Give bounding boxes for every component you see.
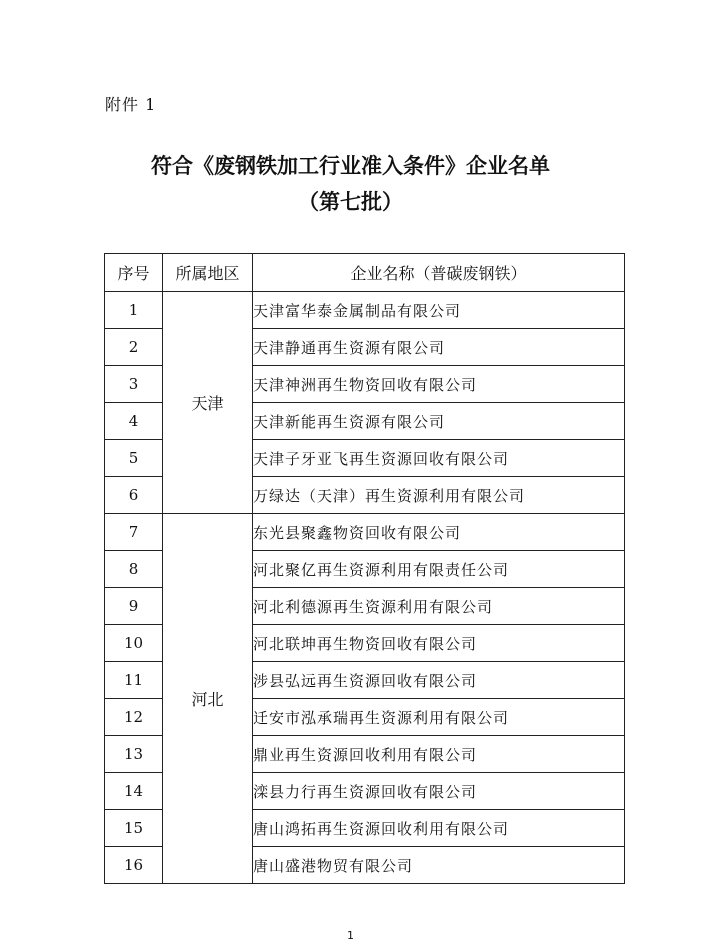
row-company: 唐山盛港物贸有限公司 <box>253 847 625 884</box>
header-company: 企业名称（普碳废钢铁） <box>253 254 625 292</box>
row-seq: 10 <box>105 625 163 662</box>
row-region: 天津 <box>163 292 253 514</box>
table-row <box>105 292 625 329</box>
row-seq: 4 <box>105 403 163 440</box>
table-body <box>105 292 625 884</box>
row-seq: 11 <box>105 662 163 699</box>
row-company: 天津静通再生资源有限公司 <box>253 329 625 366</box>
row-seq: 1 <box>105 292 163 329</box>
row-seq: 13 <box>105 736 163 773</box>
row-seq: 9 <box>105 588 163 625</box>
row-company: 涉县弘远再生资源回收有限公司 <box>253 662 625 699</box>
row-seq: 15 <box>105 810 163 847</box>
row-company: 天津神洲再生物资回收有限公司 <box>253 366 625 403</box>
row-company: 天津子牙亚飞再生资源回收有限公司 <box>253 440 625 477</box>
header-region: 所属地区 <box>163 254 253 292</box>
row-region: 河北 <box>163 514 253 884</box>
row-company: 鼎业再生资源回收利用有限公司 <box>253 736 625 773</box>
row-company: 天津新能再生资源有限公司 <box>253 403 625 440</box>
company-list-table <box>104 253 625 884</box>
row-company: 河北联坤再生物资回收有限公司 <box>253 625 625 662</box>
row-company: 河北利德源再生资源利用有限公司 <box>253 588 625 625</box>
document-subtitle: （第七批） <box>298 190 403 214</box>
row-seq: 5 <box>105 440 163 477</box>
table-row <box>105 514 625 551</box>
row-company: 河北聚亿再生资源利用有限责任公司 <box>253 551 625 588</box>
row-seq: 12 <box>105 699 163 736</box>
row-seq: 6 <box>105 477 163 514</box>
row-company: 滦县力行再生资源回收有限公司 <box>253 773 625 810</box>
header-seq: 序号 <box>105 254 163 292</box>
row-seq: 8 <box>105 551 163 588</box>
row-company: 天津富华泰金属制品有限公司 <box>253 292 625 329</box>
row-company: 迁安市泓承瑞再生资源利用有限公司 <box>253 699 625 736</box>
row-company: 万绿达（天津）再生资源利用有限公司 <box>253 477 625 514</box>
row-company: 唐山鸿拓再生资源回收利用有限公司 <box>253 810 625 847</box>
row-seq: 3 <box>105 366 163 403</box>
row-seq: 2 <box>105 329 163 366</box>
page-number: 1 <box>347 929 354 942</box>
table-header-row <box>105 254 625 292</box>
row-seq: 16 <box>105 847 163 884</box>
row-company: 东光县聚鑫物资回收有限公司 <box>253 514 625 551</box>
row-seq: 14 <box>105 773 163 810</box>
document-title: 符合《废钢铁加工行业准入条件》企业名单 <box>151 154 550 178</box>
row-seq: 7 <box>105 514 163 551</box>
attachment-label: 附件 1 <box>105 95 157 114</box>
